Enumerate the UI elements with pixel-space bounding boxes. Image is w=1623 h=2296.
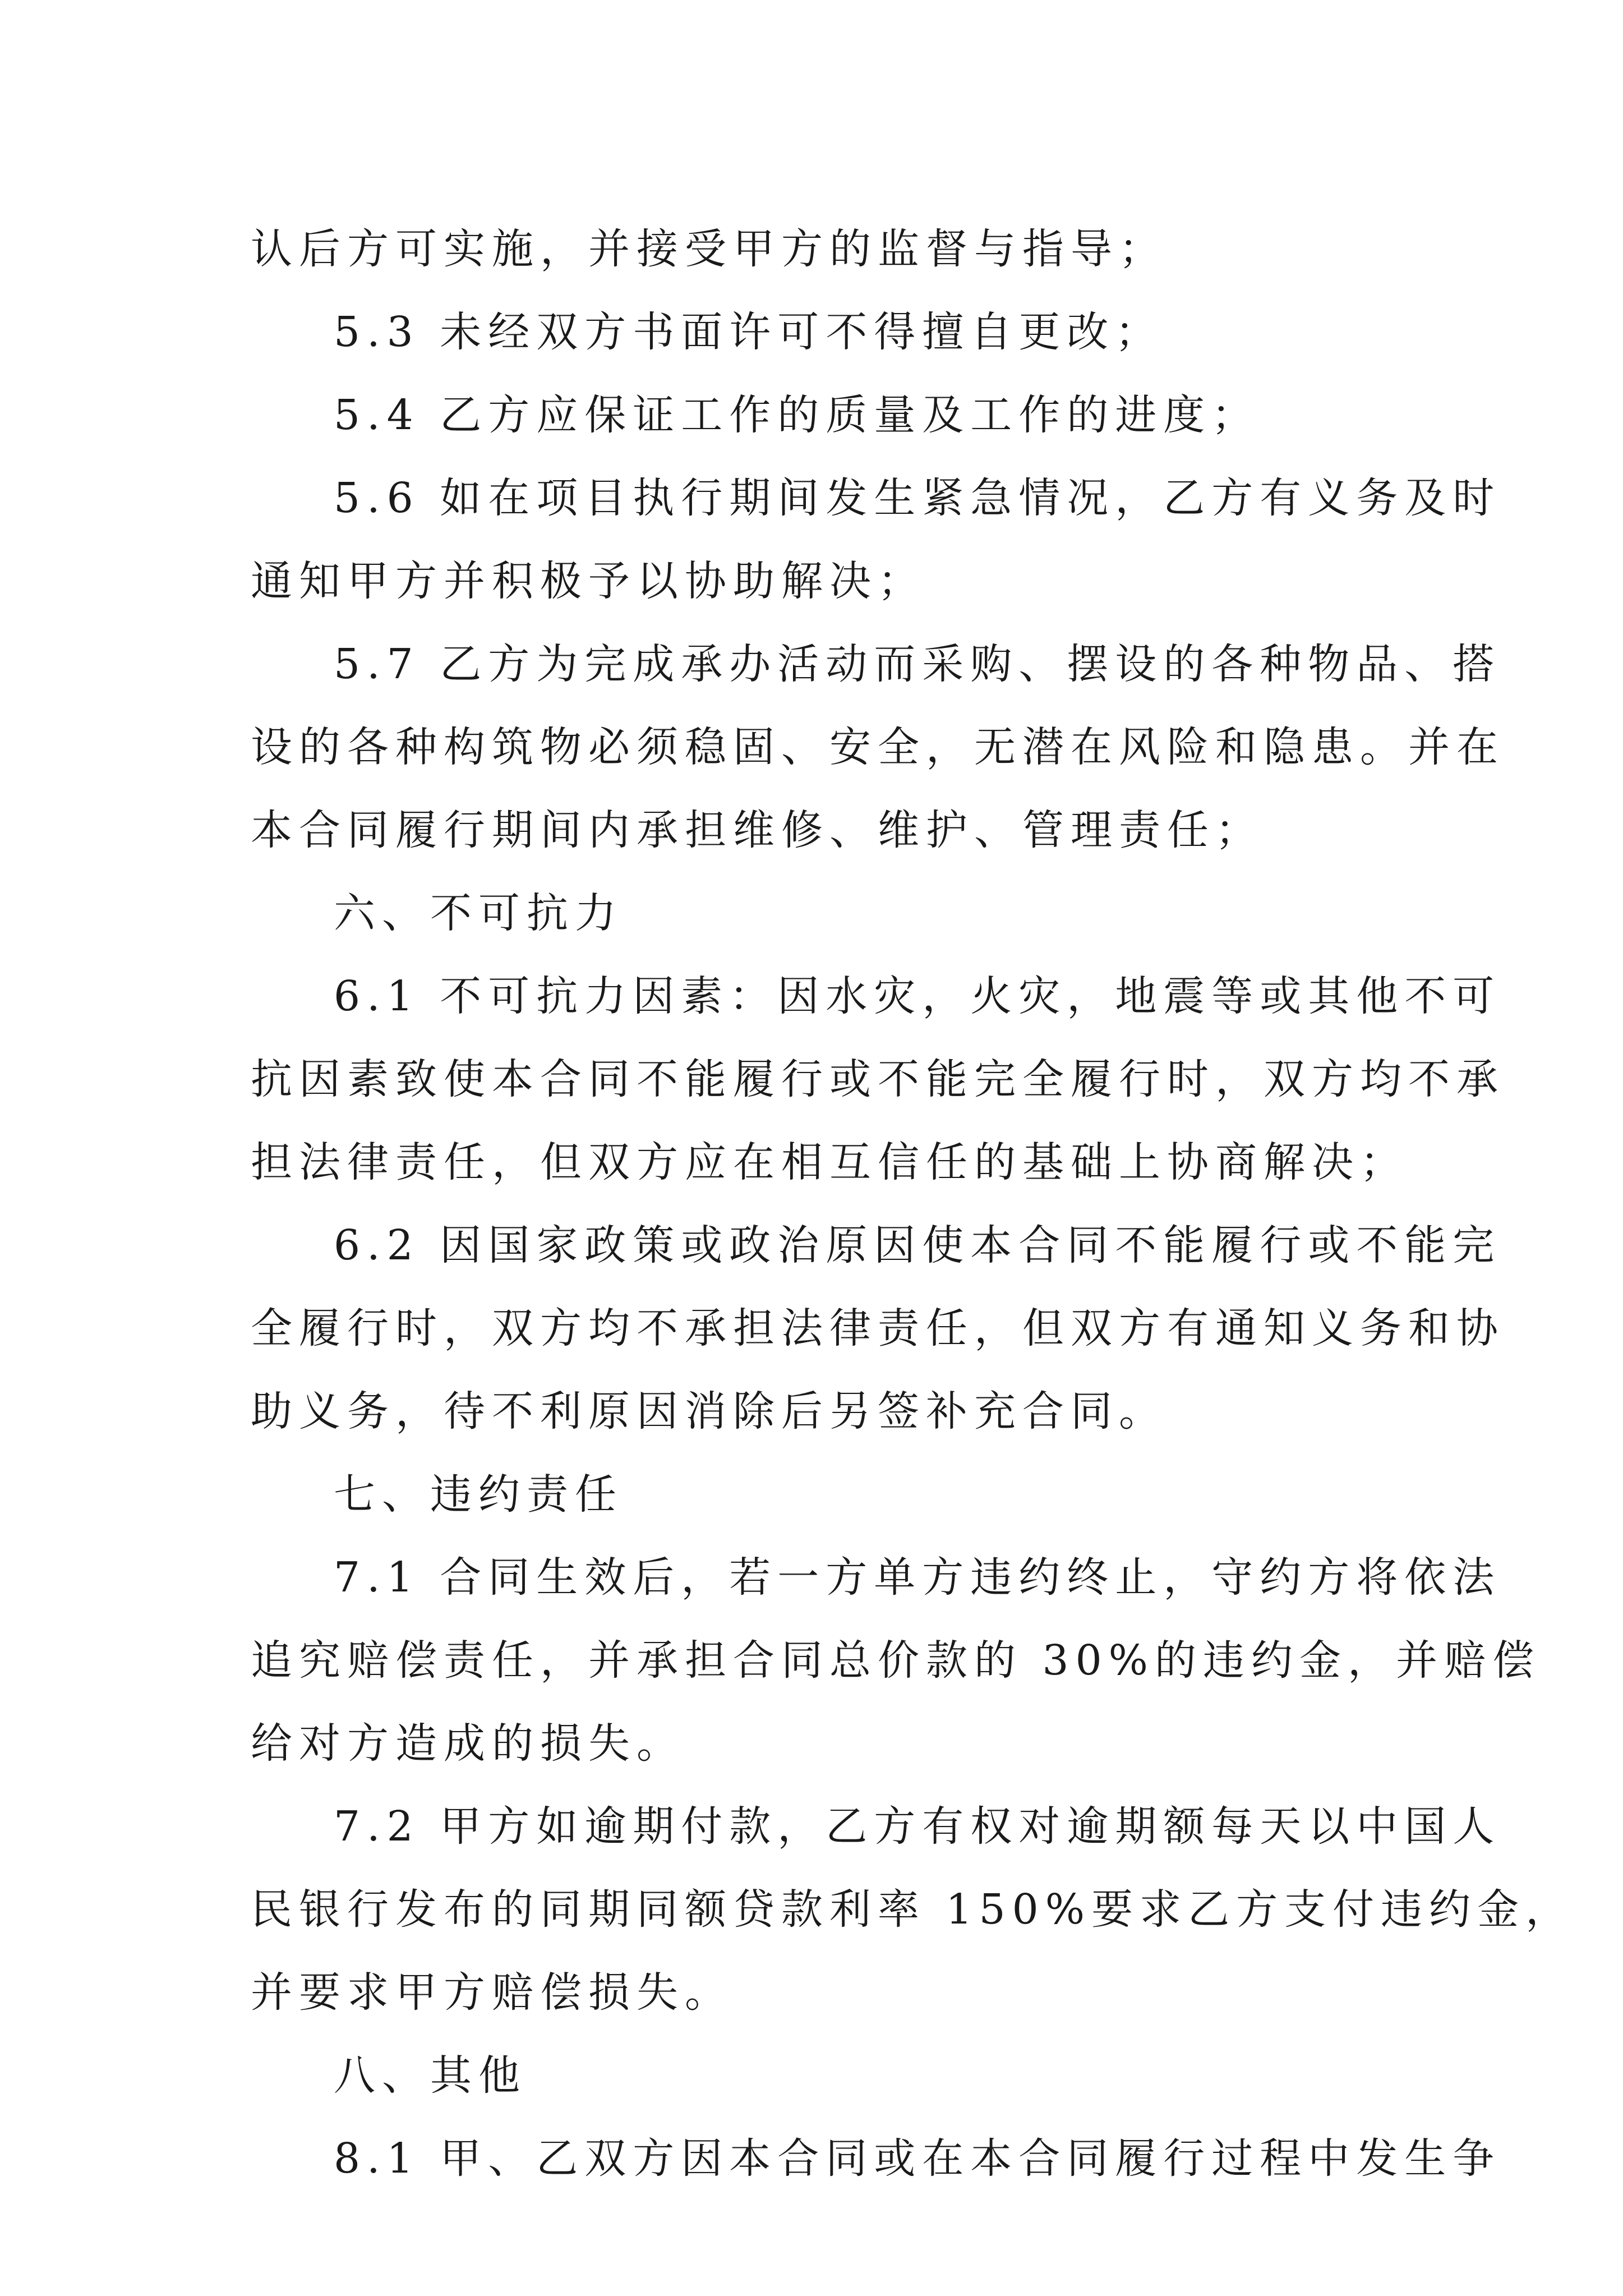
paragraph-line: 设的各种构筑物必须稳固、安全，无潜在风险和隐患。并在: [251, 723, 1505, 771]
paragraph-line: 认后方可实施，并接受甲方的监督与指导；: [251, 225, 1167, 273]
paragraph-line: 5.3 未经双方书面许可不得擅自更改；: [334, 308, 1164, 356]
paragraph-line: 7.2 甲方如逾期付款，乙方有权对逾期额每天以中国人: [334, 1802, 1501, 1851]
paragraph-line: 全履行时，双方均不承担法律责任，但双方有通知义务和协: [251, 1304, 1505, 1352]
contract-text-body: [251, 208, 1574, 2200]
paragraph-line: 助义务，待不利原因消除后另签补充合同。: [251, 1387, 1167, 1435]
paragraph-line: 本合同履行期间内承担维修、维护、管理责任；: [251, 806, 1264, 854]
paragraph-line: 抗因素致使本合同不能履行或不能完全履行时，双方均不承: [251, 1055, 1505, 1103]
paragraph-line: 追究赔偿责任，并承担合同总价款的 30%的违约金，并赔偿: [251, 1636, 1541, 1685]
section-heading: 六、不可抗力: [334, 889, 623, 937]
paragraph-line: 7.1 合同生效后，若一方单方违约终止，守约方将依法: [334, 1553, 1501, 1602]
paragraph-line: 民银行发布的同期同额贷款利率 150%要求乙方支付违约金，: [251, 1885, 1574, 1934]
paragraph-line: 并要求甲方赔偿损失。: [251, 1968, 733, 2017]
paragraph-line: 通知甲方并积极予以协助解决；: [251, 557, 926, 605]
section-heading: 八、其他: [334, 2051, 527, 2100]
paragraph-line: 6.1 不可抗力因素：因水灾，火灾，地震等或其他不可: [334, 972, 1501, 1020]
paragraph-line: 5.7 乙方为完成承办活动而采购、摆设的各种物品、搭: [334, 640, 1501, 688]
paragraph-line: 担法律责任，但双方应在相互信任的基础上协商解决；: [251, 1138, 1408, 1186]
paragraph-line: 8.1 甲、乙双方因本合同或在本合同履行过程中发生争: [334, 2134, 1501, 2183]
paragraph-line: 5.6 如在项目执行期间发生紧急情况，乙方有义务及时: [334, 474, 1501, 522]
paragraph-line: 5.4 乙方应保证工作的质量及工作的进度；: [334, 391, 1260, 439]
paragraph-line: 给对方造成的损失。: [251, 1719, 685, 1768]
section-heading: 七、违约责任: [334, 1470, 623, 1519]
paragraph-line: 6.2 因国家政策或政治原因使本合同不能履行或不能完: [334, 1221, 1501, 1269]
